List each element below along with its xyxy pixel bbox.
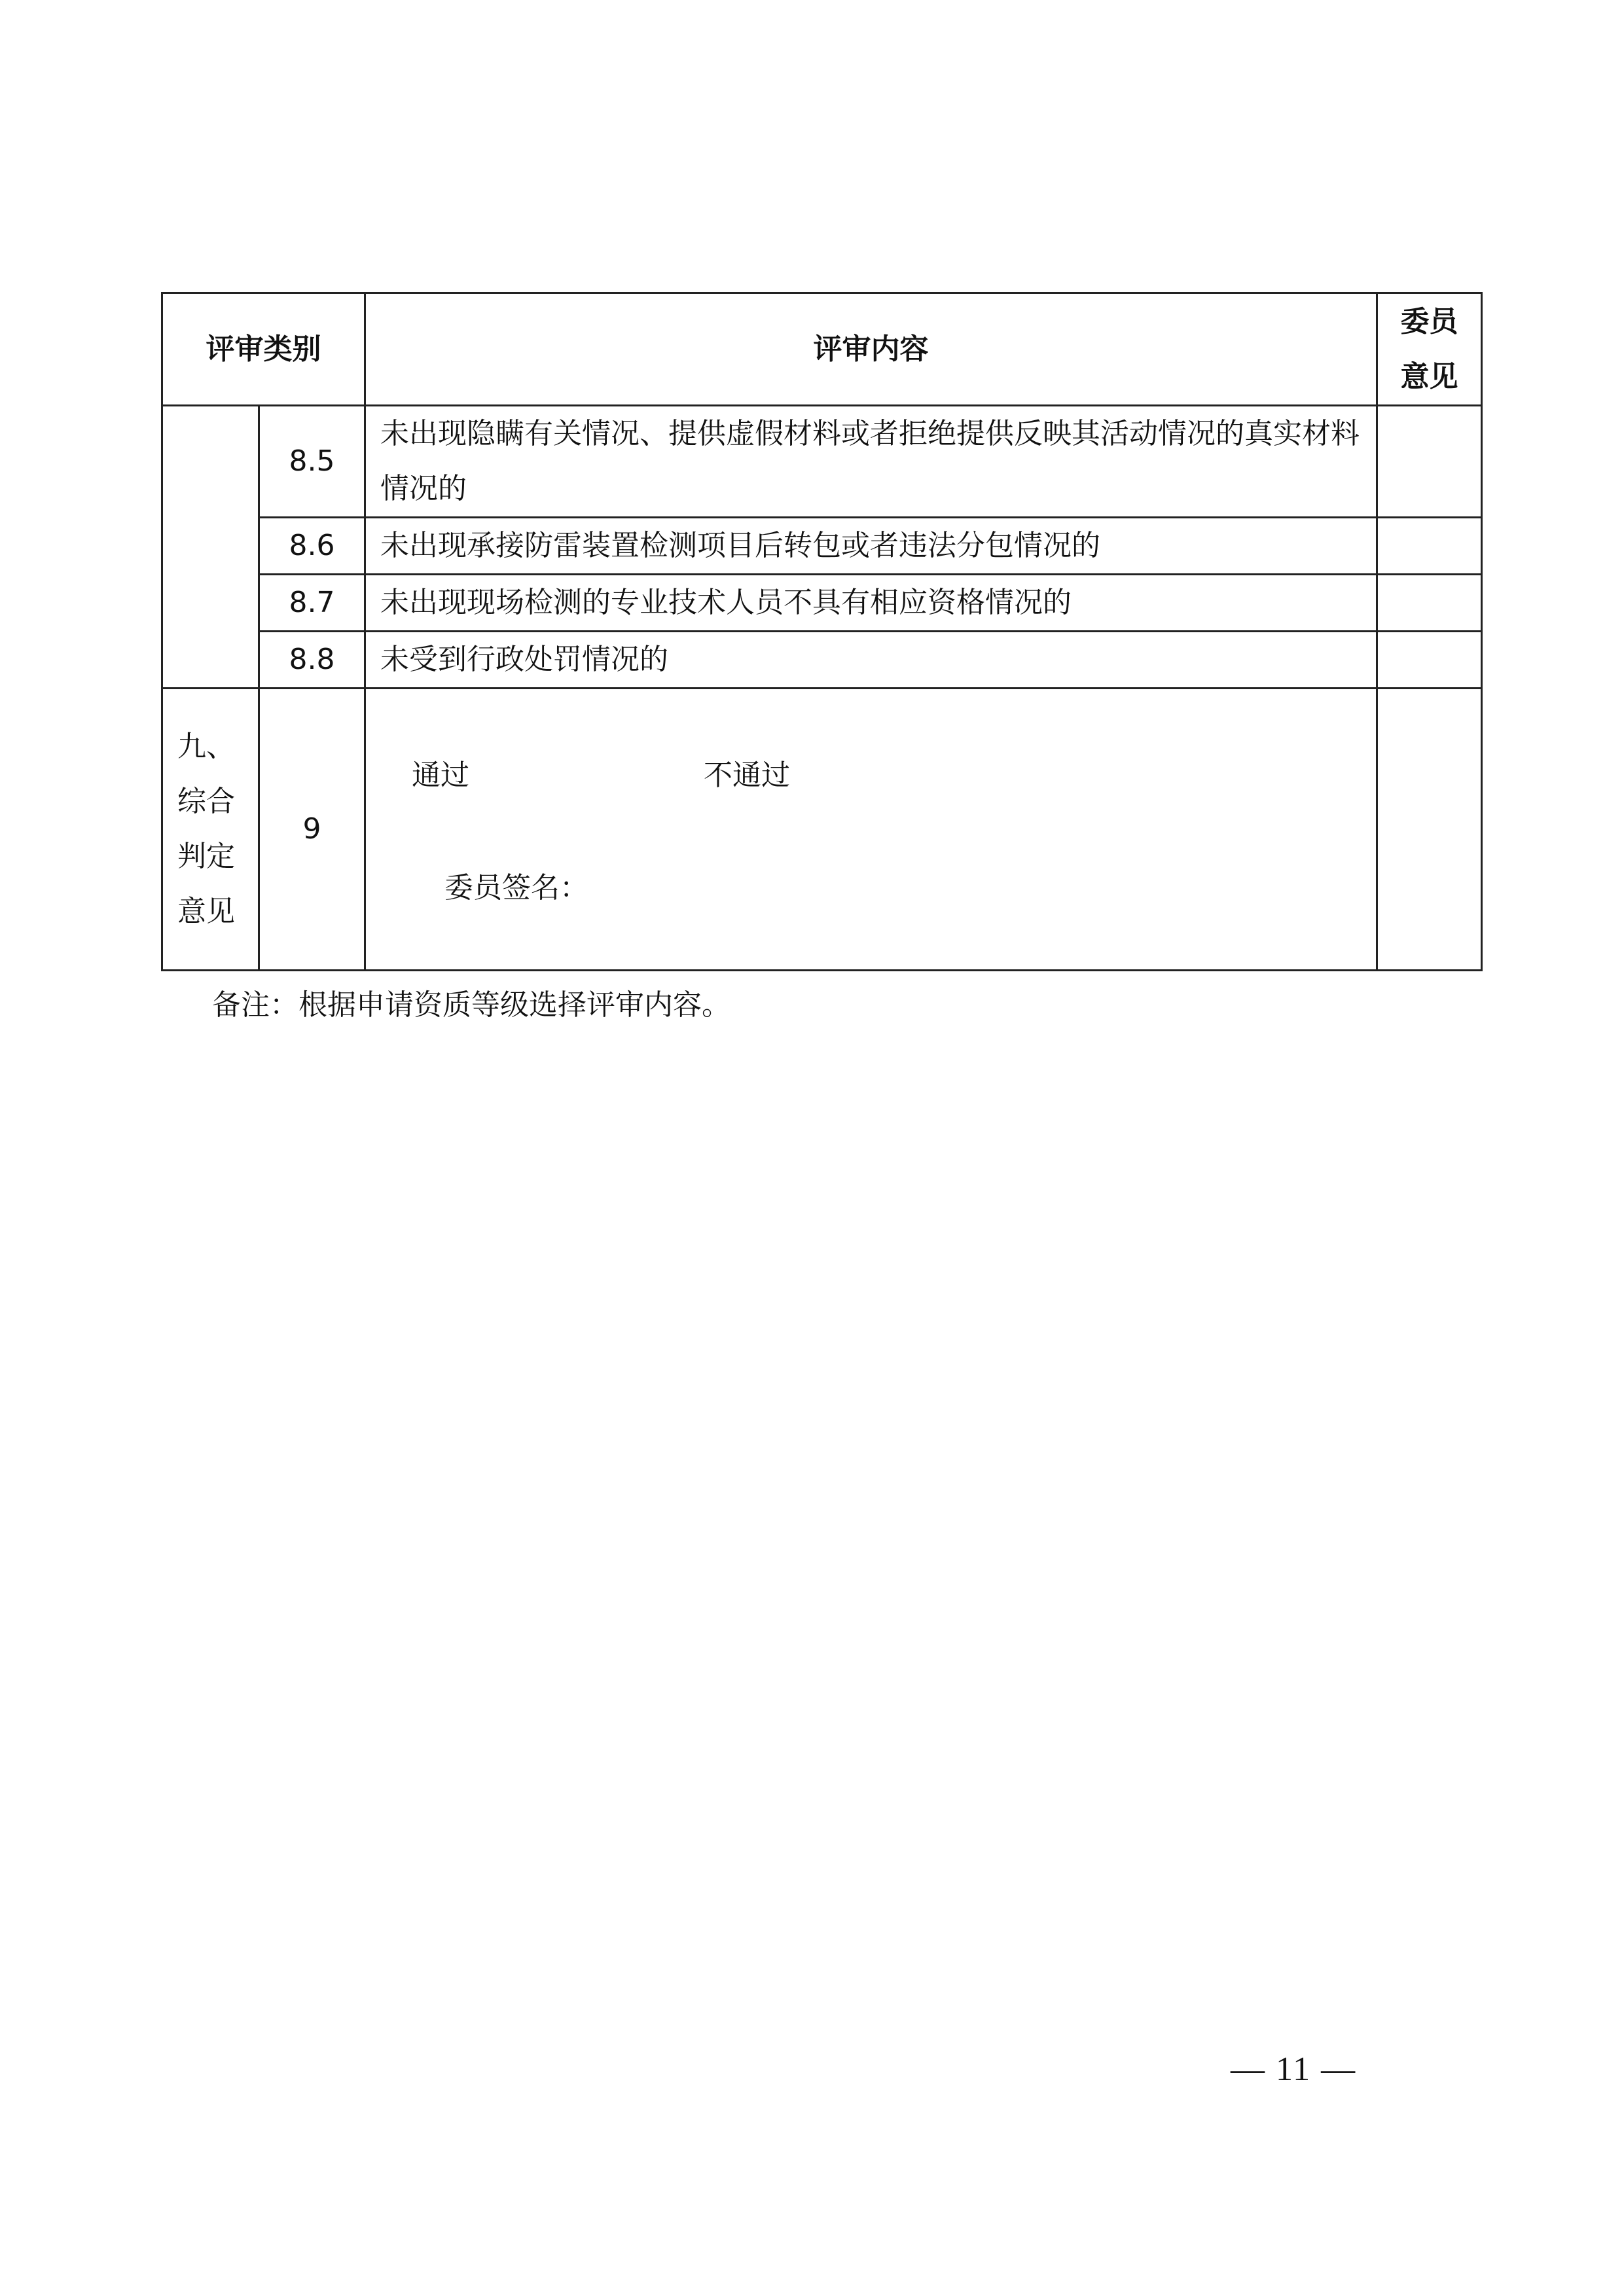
row-content (365, 406, 1377, 518)
row-content: 未出现承接防雷装置检测项目后转包或者违法分包情况的 (365, 518, 1377, 575)
row-number: 8.7 (259, 575, 365, 632)
row-content: 未受到行政处罚情况的 (365, 632, 1377, 689)
final-number: 9 (259, 689, 365, 971)
opinion-cell[interactable] (1377, 689, 1482, 971)
row-number: 8.6 (259, 518, 365, 575)
final-category-line: 综合 (177, 785, 235, 818)
row-number: 8.8 (259, 632, 365, 689)
row-number: 8.5 (259, 406, 365, 518)
final-judgment-row (162, 689, 1482, 971)
footnote: 备注：根据申请资质等级选择评审内容。 (212, 988, 731, 1022)
table-row (162, 632, 1482, 689)
opinion-cell[interactable] (1377, 406, 1482, 518)
final-category-cell (162, 689, 259, 971)
header-opinion-line2: 意见 (1400, 359, 1458, 393)
header-opinion-line1: 委员 (1400, 304, 1458, 338)
opinion-cell[interactable] (1377, 518, 1482, 575)
signature-label: 委员签名： (444, 871, 588, 905)
category-blank-cell (162, 406, 259, 689)
row-content: 未出现现场检测的专业技术人员不具有相应资格情况的 (365, 575, 1377, 632)
final-judgment-cell (365, 689, 1377, 971)
table-row (162, 406, 1482, 518)
opinion-cell[interactable] (1377, 632, 1482, 689)
header-opinion (1377, 293, 1482, 406)
fail-option[interactable]: 不通过 (704, 759, 790, 792)
page-number: — 11 — (1231, 2051, 1357, 2088)
final-category-line: 九、 (177, 730, 235, 763)
header-category: 评审类别 (162, 293, 365, 406)
review-table (161, 292, 1483, 971)
final-category-line: 意见 (177, 895, 235, 928)
table-header-row (162, 293, 1482, 406)
row-content-text: 未出现隐瞒有关情况、提供虚假材料或者拒绝提供反映其活动情况的真实材料情况的 (380, 417, 1360, 505)
table-row (162, 518, 1482, 575)
header-content: 评审内容 (365, 293, 1377, 406)
final-category-line: 判定 (177, 840, 235, 873)
pass-option[interactable]: 通过 (412, 759, 469, 792)
table-row (162, 575, 1482, 632)
opinion-cell[interactable] (1377, 575, 1482, 632)
